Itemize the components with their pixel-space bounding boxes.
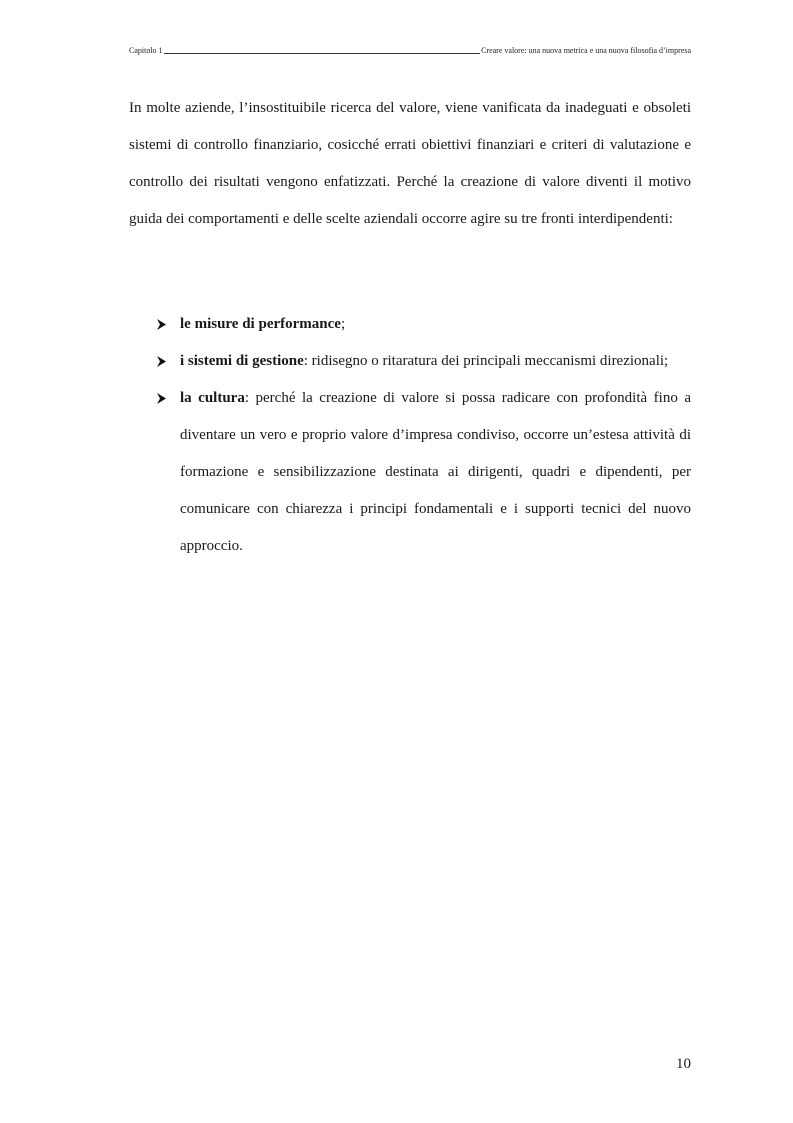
header-chapter: Capitolo 1 [129,46,163,55]
body-paragraph: In molte aziende, l’insostituibile ricerca del valore, viene vanificata da inadeguati e obsoleti sistemi di controllo finanziario, cosicché errati obiettivi finanziari e criteri di valutazione e controllo dei risultati vengono enfatizzati. Perché la creazione di valore diventi il motivo guida dei comportamenti e delle scelte aziendali occorre agire su tre fronti interdipendenti: [129,100,691,227]
bullet-list [129,306,691,565]
list-item-text: ; [340,316,346,332]
list-item [129,380,691,565]
page-number: 10 [676,1056,691,1072]
arrow-bullet-icon [156,380,170,417]
list-item-term: i sistemi di gestione [180,353,304,369]
list-item-term: la cultura [180,390,245,406]
list-item [129,343,691,380]
arrow-bullet-icon [156,343,170,380]
list-item [129,306,691,343]
list-item-text: : perché la creazione di valore si possa radicare con profondità fino a diventare un vero e proprio valore d’impresa condiviso, occorre un’estesa attività di formazione e sensibilizzazione destinata ai dirigenti, quadri e dipendenti, per comunicare con chiarezza i principi fondamentali e i supporti tecnici del nuovo approccio. [180,390,691,554]
header-title: Creare valore: una nuova metrica e una nuova filosofia d’impresa [481,46,691,55]
list-item-term: le misure di performance [180,316,341,332]
list-item-text: : ridisegno o ritaratura dei principali meccanismi direzionali; [303,353,669,369]
arrow-bullet-icon [156,306,170,343]
header-rule [164,53,481,54]
running-header [129,46,691,56]
